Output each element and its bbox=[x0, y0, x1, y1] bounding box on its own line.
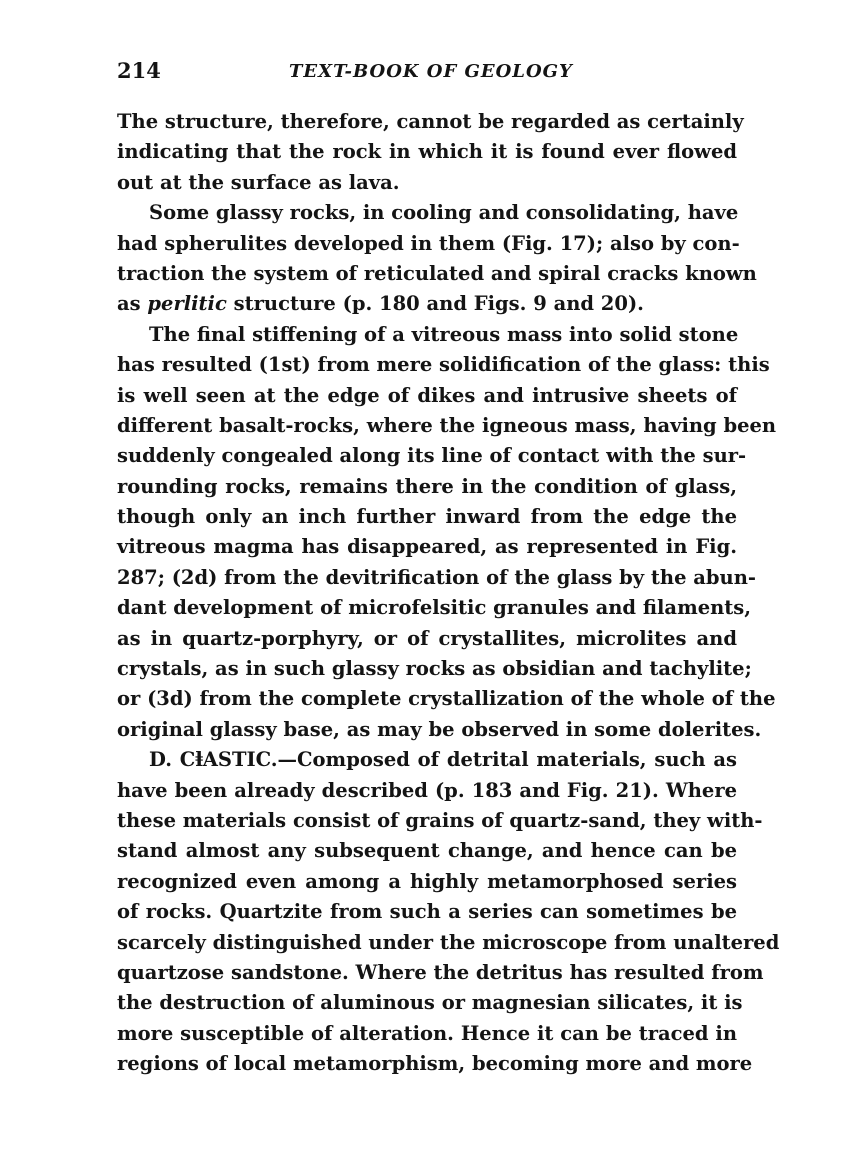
text-line: indicating that the rock in which it is found ever flowed bbox=[117, 140, 737, 164]
text-fragment: as bbox=[117, 292, 141, 316]
text-line: The structure, therefore, cannot be regarded as certainly bbox=[117, 110, 744, 133]
text-line: scarcely distinguished under the microscope from unaltered bbox=[117, 930, 780, 954]
text-line: have been already described (p. 183 and Fig. 21). Where bbox=[117, 778, 737, 802]
text-line: The final stiffening of a vitreous mass into solid stone bbox=[149, 322, 739, 346]
text-line bbox=[117, 289, 737, 319]
text-line: D. CⱡASTIC.—Composed of detrital materials, such as bbox=[149, 748, 737, 772]
text-line: traction the system of reticulated and spiral cracks known bbox=[117, 261, 757, 285]
italic-term: perlitic bbox=[147, 292, 227, 316]
text-line: crystals, as in such glassy rocks as obsidian and tachylite; bbox=[117, 657, 752, 681]
text-line: is well seen at the edge of dikes and intrusive sheets of bbox=[117, 383, 737, 407]
text-line: the destruction of aluminous or magnesian silicates, it is bbox=[117, 991, 743, 1015]
page-number: 214 bbox=[117, 58, 161, 83]
text-line: original glassy base, as may be observed in some dolerites. bbox=[117, 717, 762, 741]
text-line: of rocks. Quartzite from such a series can sometimes be bbox=[117, 900, 737, 924]
text-line: vitreous magma has disappeared, as represented in Fig. bbox=[117, 535, 737, 559]
text-line: quartzose sandstone. Where the detritus has resulted from bbox=[117, 960, 764, 984]
text-line: has resulted (1st) from mere solidification of the glass: this bbox=[117, 353, 770, 377]
text-line: had spherulites developed in them (Fig. 17); also by con- bbox=[117, 231, 740, 255]
text-line: as in quartz-porphyry, or of crystallites, microlites and bbox=[117, 626, 737, 650]
text-line: Some glassy rocks, in cooling and consolidating, have bbox=[149, 201, 739, 225]
text-line: stand almost any subsequent change, and hence can be bbox=[117, 839, 737, 863]
text-line: 287; (2d) from the devitrification of the glass by the abun- bbox=[117, 565, 756, 589]
text-line: more susceptible of alteration. Hence it can be traced in bbox=[117, 1021, 737, 1045]
text-line: suddenly congealed along its line of contact with the sur- bbox=[117, 444, 747, 468]
text-line: rounding rocks, remains there in the condition of glass, bbox=[117, 474, 737, 498]
text-line: recognized even among a highly metamorphosed series bbox=[117, 869, 737, 893]
text-line: dant development of microfelsitic granules and filaments, bbox=[117, 596, 752, 620]
text-line: though only an inch further inward from the edge the bbox=[117, 505, 737, 529]
running-title: TEXT-BOOK OF GEOLOGY bbox=[289, 61, 573, 82]
text-fragment: structure (p. 180 and Figs. 9 and 20). bbox=[233, 292, 644, 316]
text-line: regions of local metamorphism, becoming more and more bbox=[117, 1052, 753, 1076]
running-head bbox=[117, 58, 737, 88]
text-line: different basalt-rocks, where the igneous mass, having been bbox=[117, 413, 777, 437]
text-line: these materials consist of grains of quartz-sand, they with- bbox=[117, 808, 763, 832]
text-line: or (3d) from the complete crystallization of the whole of the bbox=[117, 687, 776, 711]
text-line: out at the surface as lava. bbox=[117, 170, 400, 194]
body-text bbox=[117, 107, 780, 1080]
